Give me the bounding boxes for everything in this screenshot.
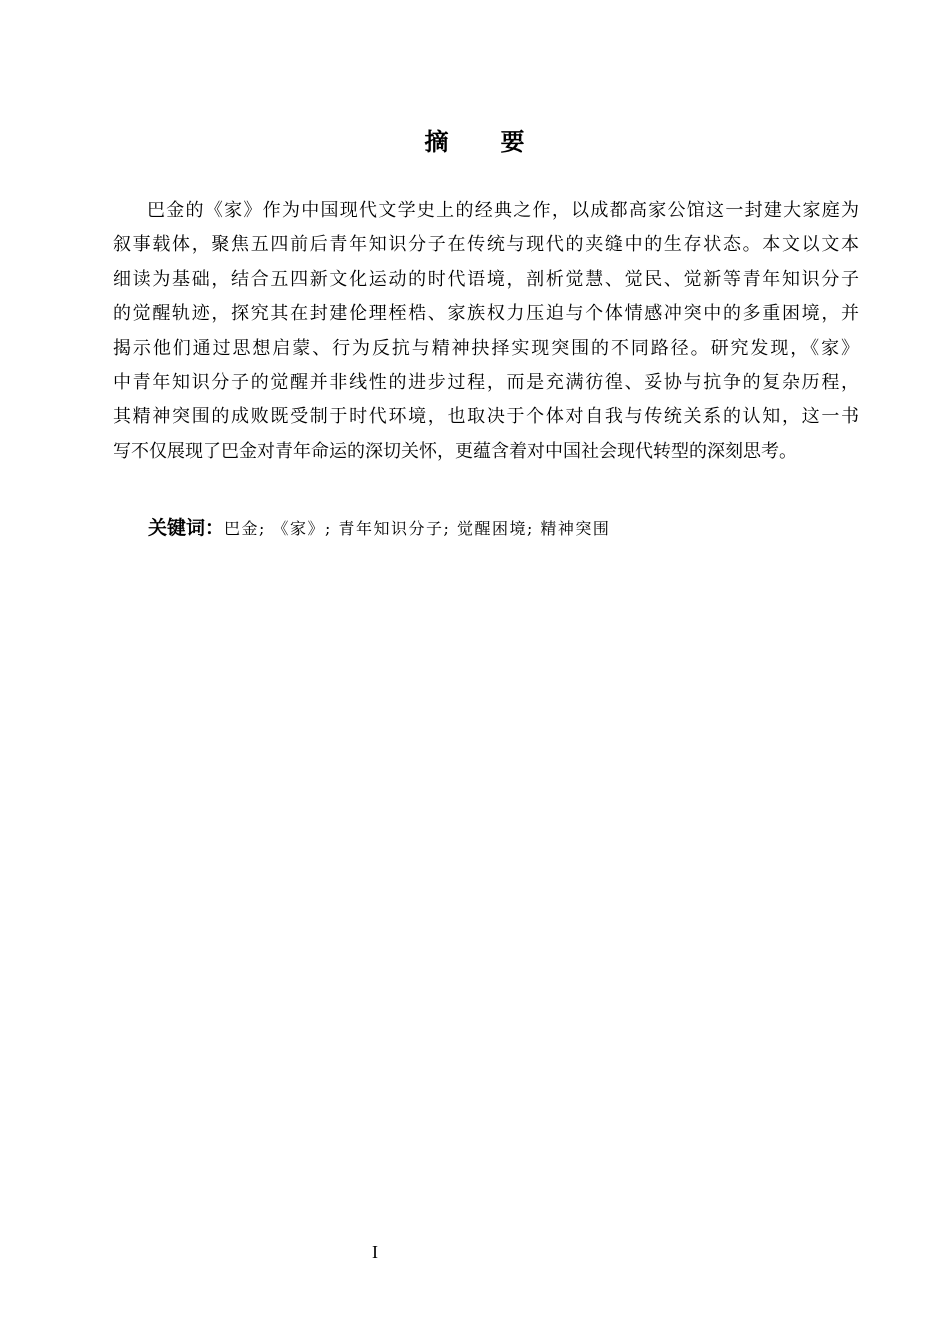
- keywords-value: 巴金; 《家》; 青年知识分子; 觉醒困境; 精神突围: [224, 519, 611, 538]
- abstract-line: 的觉醒轨迹，探究其在封建伦理桎梏、家族权力压迫与个体情感冲突中的多重困境，并: [113, 303, 859, 325]
- abstract-line: 巴金的《家》作为中国现代文学史上的经典之作，以成都高家公馆这一封建大家庭为: [147, 200, 859, 221]
- keywords: [148, 512, 848, 545]
- abstract-line: 叙事载体，聚焦五四前后青年知识分子在传统与现代的夹缝中的生存状态。本文以文本: [113, 234, 859, 256]
- abstract-line: 其精神突围的成败既受制于时代环境，也取决于个体对自我与传统关系的认知，这一书: [113, 406, 859, 428]
- abstract-line: 中青年知识分子的觉醒并非线性的进步过程，而是充满彷徨、妥协与抗争的复杂历程，: [113, 371, 859, 393]
- abstract-line: 细读为基础，结合五四新文化运动的时代语境，剖析觉慧、觉民、觉新等青年知识分子: [113, 268, 859, 290]
- page-number: I: [372, 1242, 378, 1262]
- keywords-label: 关键词：: [148, 517, 225, 539]
- page-title: 摘 要: [424, 128, 539, 156]
- abstract-line: 揭示他们通过思想启蒙、行为反抗与精神抉择实现突围的不同路径。研究发现，《家》: [113, 337, 859, 359]
- abstract-line: 写不仅展现了巴金对青年命运的深切关怀，更蕴含着对中国社会现代转型的深刻思考。: [113, 440, 797, 462]
- abstract-body: [113, 194, 859, 469]
